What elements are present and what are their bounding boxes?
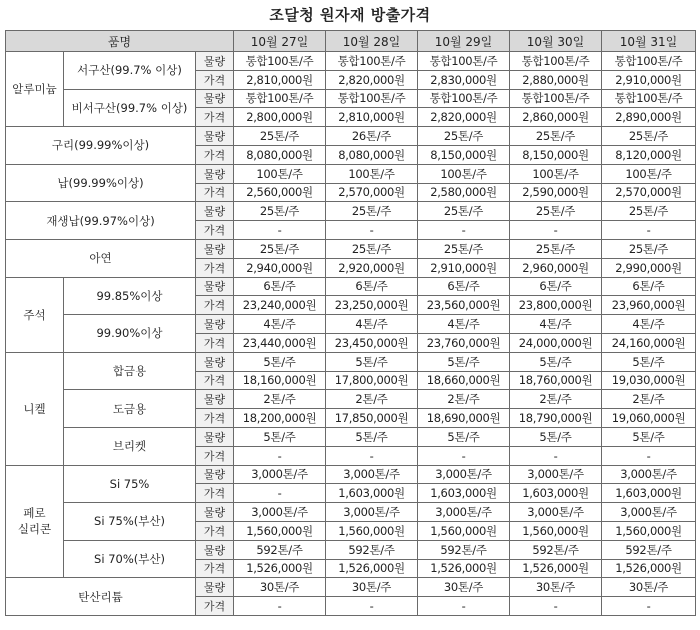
price-cell: 19,030,000원 bbox=[602, 371, 696, 390]
qty-cell: 592톤/주 bbox=[510, 540, 602, 559]
group-label: 페로 실리콘 bbox=[6, 465, 64, 578]
price-cell: - bbox=[234, 446, 326, 465]
qty-cell: 4톤/주 bbox=[326, 315, 418, 334]
price-cell: 2,990,000원 bbox=[602, 258, 696, 277]
qty-cell: 2톤/주 bbox=[418, 390, 510, 409]
price-cell: 2,960,000원 bbox=[510, 258, 602, 277]
price-cell: 8,120,000원 bbox=[602, 145, 696, 164]
price-unit-label: 가격 bbox=[196, 409, 234, 428]
qty-cell: 100톤/주 bbox=[234, 164, 326, 183]
qty-cell: 100톤/주 bbox=[602, 164, 696, 183]
price-cell: 2,910,000원 bbox=[418, 258, 510, 277]
qty-cell: 4톤/주 bbox=[602, 315, 696, 334]
price-cell: 2,810,000원 bbox=[234, 70, 326, 89]
qty-cell: 5톤/주 bbox=[234, 352, 326, 371]
price-cell: - bbox=[326, 597, 418, 616]
qty-unit-label: 물량 bbox=[196, 277, 234, 296]
qty-cell: 25톤/주 bbox=[326, 202, 418, 221]
price-unit-label: 가격 bbox=[196, 597, 234, 616]
qty-unit-label: 물량 bbox=[196, 540, 234, 559]
price-cell: 8,080,000원 bbox=[234, 145, 326, 164]
price-cell: 1,560,000원 bbox=[510, 521, 602, 540]
table-row bbox=[6, 315, 696, 334]
price-cell: - bbox=[602, 597, 696, 616]
price-cell: 18,760,000원 bbox=[510, 371, 602, 390]
sub-item-label: 99.90%이상 bbox=[64, 315, 196, 353]
qty-cell: 26톤/주 bbox=[326, 127, 418, 146]
qty-cell: 3,000톤/주 bbox=[602, 503, 696, 522]
price-unit-label: 가격 bbox=[196, 183, 234, 202]
qty-cell: 25톤/주 bbox=[234, 239, 326, 258]
price-cell: 1,526,000원 bbox=[326, 559, 418, 578]
qty-cell: 100톤/주 bbox=[418, 164, 510, 183]
table-row bbox=[6, 390, 696, 409]
header-date: 10월 30일 bbox=[510, 31, 602, 52]
qty-cell: 6톤/주 bbox=[602, 277, 696, 296]
price-cell: 18,660,000원 bbox=[418, 371, 510, 390]
qty-cell: 5톤/주 bbox=[510, 427, 602, 446]
table-row bbox=[6, 578, 696, 597]
price-unit-label: 가격 bbox=[196, 70, 234, 89]
price-cell: - bbox=[510, 221, 602, 240]
price-cell: 1,526,000원 bbox=[602, 559, 696, 578]
qty-cell: 25톤/주 bbox=[234, 127, 326, 146]
price-cell: 2,810,000원 bbox=[326, 108, 418, 127]
sub-item-label: Si 75% bbox=[64, 465, 196, 503]
qty-cell: 통합100톤/주 bbox=[326, 89, 418, 108]
qty-cell: 5톤/주 bbox=[326, 427, 418, 446]
price-table bbox=[5, 30, 696, 616]
qty-cell: 25톤/주 bbox=[602, 239, 696, 258]
price-cell: - bbox=[326, 221, 418, 240]
sub-item-label: 도금용 bbox=[64, 390, 196, 428]
price-cell: - bbox=[234, 221, 326, 240]
price-cell: - bbox=[418, 221, 510, 240]
qty-unit-label: 물량 bbox=[196, 239, 234, 258]
price-cell: 18,790,000원 bbox=[510, 409, 602, 428]
sub-item-label: Si 75%(부산) bbox=[64, 503, 196, 541]
sub-item-label: 비서구산(99.7% 이상) bbox=[64, 89, 196, 127]
qty-cell: 6톤/주 bbox=[510, 277, 602, 296]
qty-unit-label: 물량 bbox=[196, 427, 234, 446]
price-cell: 18,690,000원 bbox=[418, 409, 510, 428]
price-cell: 17,800,000원 bbox=[326, 371, 418, 390]
qty-unit-label: 물량 bbox=[196, 390, 234, 409]
group-label: 주석 bbox=[6, 277, 64, 352]
price-cell: 1,526,000원 bbox=[510, 559, 602, 578]
price-unit-label: 가격 bbox=[196, 371, 234, 390]
price-cell: 2,890,000원 bbox=[602, 108, 696, 127]
header-date: 10월 29일 bbox=[418, 31, 510, 52]
price-cell: 1,560,000원 bbox=[326, 521, 418, 540]
group-label: 아연 bbox=[6, 239, 196, 277]
qty-cell: 6톤/주 bbox=[326, 277, 418, 296]
header-item: 품명 bbox=[6, 31, 234, 52]
price-cell: 8,080,000원 bbox=[326, 145, 418, 164]
qty-cell: 25톤/주 bbox=[602, 127, 696, 146]
qty-cell: 3,000톤/주 bbox=[418, 465, 510, 484]
price-unit-label: 가격 bbox=[196, 521, 234, 540]
price-cell: 2,580,000원 bbox=[418, 183, 510, 202]
qty-cell: 5톤/주 bbox=[326, 352, 418, 371]
price-cell: 2,590,000원 bbox=[510, 183, 602, 202]
price-cell: 2,880,000원 bbox=[510, 70, 602, 89]
table-row bbox=[6, 239, 696, 258]
price-cell: - bbox=[418, 446, 510, 465]
price-cell: - bbox=[234, 484, 326, 503]
qty-cell: 25톤/주 bbox=[602, 202, 696, 221]
qty-cell: 통합100톤/주 bbox=[602, 89, 696, 108]
qty-cell: 100톤/주 bbox=[510, 164, 602, 183]
qty-cell: 4톤/주 bbox=[510, 315, 602, 334]
price-unit-label: 가격 bbox=[196, 296, 234, 315]
price-cell: 24,160,000원 bbox=[602, 333, 696, 352]
qty-cell: 통합100톤/주 bbox=[510, 52, 602, 71]
qty-cell: 25톤/주 bbox=[510, 239, 602, 258]
sub-item-label: 서구산(99.7% 이상) bbox=[64, 52, 196, 90]
qty-cell: 25톤/주 bbox=[510, 127, 602, 146]
group-label: 니켈 bbox=[6, 352, 64, 465]
sub-item-label: 99.85%이상 bbox=[64, 277, 196, 315]
qty-cell: 통합100톤/주 bbox=[326, 52, 418, 71]
price-cell: 1,603,000원 bbox=[510, 484, 602, 503]
qty-cell: 4톤/주 bbox=[418, 315, 510, 334]
price-unit-label: 가격 bbox=[196, 258, 234, 277]
qty-unit-label: 물량 bbox=[196, 89, 234, 108]
price-unit-label: 가격 bbox=[196, 559, 234, 578]
group-label: 구리(99.99%이상) bbox=[6, 127, 196, 165]
price-table-body bbox=[6, 52, 696, 616]
qty-cell: 2톤/주 bbox=[234, 390, 326, 409]
price-unit-label: 가격 bbox=[196, 333, 234, 352]
qty-cell: 통합100톤/주 bbox=[234, 52, 326, 71]
price-unit-label: 가격 bbox=[196, 221, 234, 240]
table-row bbox=[6, 52, 696, 71]
qty-cell: 25톤/주 bbox=[418, 239, 510, 258]
qty-cell: 3,000톤/주 bbox=[326, 503, 418, 522]
qty-unit-label: 물량 bbox=[196, 352, 234, 371]
price-cell: 18,200,000원 bbox=[234, 409, 326, 428]
qty-cell: 592톤/주 bbox=[326, 540, 418, 559]
price-cell: 17,850,000원 bbox=[326, 409, 418, 428]
table-row bbox=[6, 89, 696, 108]
price-cell: - bbox=[510, 597, 602, 616]
qty-cell: 30톤/주 bbox=[234, 578, 326, 597]
table-row bbox=[6, 352, 696, 371]
price-cell: 18,160,000원 bbox=[234, 371, 326, 390]
qty-cell: 30톤/주 bbox=[510, 578, 602, 597]
qty-cell: 통합100톤/주 bbox=[234, 89, 326, 108]
qty-cell: 25톤/주 bbox=[418, 202, 510, 221]
price-cell: 8,150,000원 bbox=[510, 145, 602, 164]
qty-unit-label: 물량 bbox=[196, 465, 234, 484]
qty-cell: 5톤/주 bbox=[234, 427, 326, 446]
price-unit-label: 가격 bbox=[196, 108, 234, 127]
qty-cell: 3,000톤/주 bbox=[510, 465, 602, 484]
price-unit-label: 가격 bbox=[196, 446, 234, 465]
price-cell: 2,830,000원 bbox=[418, 70, 510, 89]
price-cell: 1,560,000원 bbox=[602, 521, 696, 540]
qty-unit-label: 물량 bbox=[196, 578, 234, 597]
qty-cell: 5톤/주 bbox=[602, 427, 696, 446]
price-cell: - bbox=[418, 597, 510, 616]
price-cell: 23,800,000원 bbox=[510, 296, 602, 315]
price-cell: 2,570,000원 bbox=[602, 183, 696, 202]
price-unit-label: 가격 bbox=[196, 484, 234, 503]
qty-cell: 3,000톤/주 bbox=[234, 503, 326, 522]
qty-cell: 5톤/주 bbox=[418, 427, 510, 446]
table-row bbox=[6, 202, 696, 221]
qty-unit-label: 물량 bbox=[196, 164, 234, 183]
price-cell: 1,526,000원 bbox=[234, 559, 326, 578]
qty-cell: 3,000톤/주 bbox=[234, 465, 326, 484]
price-cell: 2,820,000원 bbox=[418, 108, 510, 127]
qty-cell: 3,000톤/주 bbox=[602, 465, 696, 484]
qty-cell: 6톤/주 bbox=[234, 277, 326, 296]
price-cell: 1,603,000원 bbox=[602, 484, 696, 503]
qty-cell: 30톤/주 bbox=[418, 578, 510, 597]
qty-cell: 4톤/주 bbox=[234, 315, 326, 334]
group-label: 납(99.99%이상) bbox=[6, 164, 196, 202]
table-row bbox=[6, 503, 696, 522]
header-date: 10월 27일 bbox=[234, 31, 326, 52]
page-title: 조달청 원자재 방출가격 bbox=[269, 6, 431, 24]
price-cell: 1,526,000원 bbox=[418, 559, 510, 578]
sub-item-label: 브리켓 bbox=[64, 427, 196, 465]
qty-cell: 통합100톤/주 bbox=[510, 89, 602, 108]
price-cell: 1,560,000원 bbox=[234, 521, 326, 540]
table-row bbox=[6, 427, 696, 446]
price-cell: 2,560,000원 bbox=[234, 183, 326, 202]
qty-cell: 25톤/주 bbox=[418, 127, 510, 146]
price-cell: 24,000,000원 bbox=[510, 333, 602, 352]
qty-unit-label: 물량 bbox=[196, 127, 234, 146]
qty-unit-label: 물량 bbox=[196, 503, 234, 522]
header-date: 10월 31일 bbox=[602, 31, 696, 52]
table-row bbox=[6, 127, 696, 146]
qty-cell: 592톤/주 bbox=[602, 540, 696, 559]
qty-cell: 5톤/주 bbox=[418, 352, 510, 371]
qty-cell: 592톤/주 bbox=[234, 540, 326, 559]
price-cell: 2,570,000원 bbox=[326, 183, 418, 202]
qty-cell: 30톤/주 bbox=[326, 578, 418, 597]
price-cell: 1,603,000원 bbox=[418, 484, 510, 503]
price-cell: 23,450,000원 bbox=[326, 333, 418, 352]
qty-cell: 통합100톤/주 bbox=[602, 52, 696, 71]
qty-unit-label: 물량 bbox=[196, 202, 234, 221]
price-cell: 1,603,000원 bbox=[326, 484, 418, 503]
price-cell: - bbox=[326, 446, 418, 465]
qty-cell: 3,000톤/주 bbox=[418, 503, 510, 522]
qty-cell: 25톤/주 bbox=[326, 239, 418, 258]
price-cell: 19,060,000원 bbox=[602, 409, 696, 428]
price-cell: - bbox=[602, 446, 696, 465]
qty-cell: 2톤/주 bbox=[510, 390, 602, 409]
price-cell: 2,800,000원 bbox=[234, 108, 326, 127]
qty-cell: 592톤/주 bbox=[418, 540, 510, 559]
qty-cell: 100톤/주 bbox=[326, 164, 418, 183]
qty-cell: 2톤/주 bbox=[326, 390, 418, 409]
qty-cell: 3,000톤/주 bbox=[326, 465, 418, 484]
qty-cell: 25톤/주 bbox=[234, 202, 326, 221]
price-cell: 23,560,000원 bbox=[418, 296, 510, 315]
qty-cell: 25톤/주 bbox=[510, 202, 602, 221]
price-cell: 8,150,000원 bbox=[418, 145, 510, 164]
sub-item-label: 합금용 bbox=[64, 352, 196, 390]
group-label: 재생납(99.97%이상) bbox=[6, 202, 196, 240]
qty-cell: 30톤/주 bbox=[602, 578, 696, 597]
group-label: 탄산리튬 bbox=[6, 578, 196, 616]
group-label: 알루미늄 bbox=[6, 52, 64, 127]
price-cell: 23,960,000원 bbox=[602, 296, 696, 315]
qty-unit-label: 물량 bbox=[196, 52, 234, 71]
price-cell: 2,820,000원 bbox=[326, 70, 418, 89]
table-row bbox=[6, 540, 696, 559]
price-cell: 2,920,000원 bbox=[326, 258, 418, 277]
price-cell: 2,910,000원 bbox=[602, 70, 696, 89]
price-cell: - bbox=[234, 597, 326, 616]
price-cell: - bbox=[510, 446, 602, 465]
table-row bbox=[6, 465, 696, 484]
header-date: 10월 28일 bbox=[326, 31, 418, 52]
sub-item-label: Si 70%(부산) bbox=[64, 540, 196, 578]
qty-cell: 5톤/주 bbox=[602, 352, 696, 371]
price-cell: 23,250,000원 bbox=[326, 296, 418, 315]
price-cell: 1,560,000원 bbox=[418, 521, 510, 540]
qty-unit-label: 물량 bbox=[196, 315, 234, 334]
price-cell: 2,860,000원 bbox=[510, 108, 602, 127]
price-cell: 2,940,000원 bbox=[234, 258, 326, 277]
qty-cell: 3,000톤/주 bbox=[510, 503, 602, 522]
qty-cell: 5톤/주 bbox=[510, 352, 602, 371]
price-unit-label: 가격 bbox=[196, 145, 234, 164]
price-cell: 23,240,000원 bbox=[234, 296, 326, 315]
price-cell: 23,440,000원 bbox=[234, 333, 326, 352]
qty-cell: 통합100톤/주 bbox=[418, 89, 510, 108]
table-row bbox=[6, 277, 696, 296]
qty-cell: 6톤/주 bbox=[418, 277, 510, 296]
price-cell: - bbox=[602, 221, 696, 240]
price-cell: 23,760,000원 bbox=[418, 333, 510, 352]
header-row bbox=[6, 31, 696, 52]
table-row bbox=[6, 164, 696, 183]
qty-cell: 2톤/주 bbox=[602, 390, 696, 409]
qty-cell: 통합100톤/주 bbox=[418, 52, 510, 71]
